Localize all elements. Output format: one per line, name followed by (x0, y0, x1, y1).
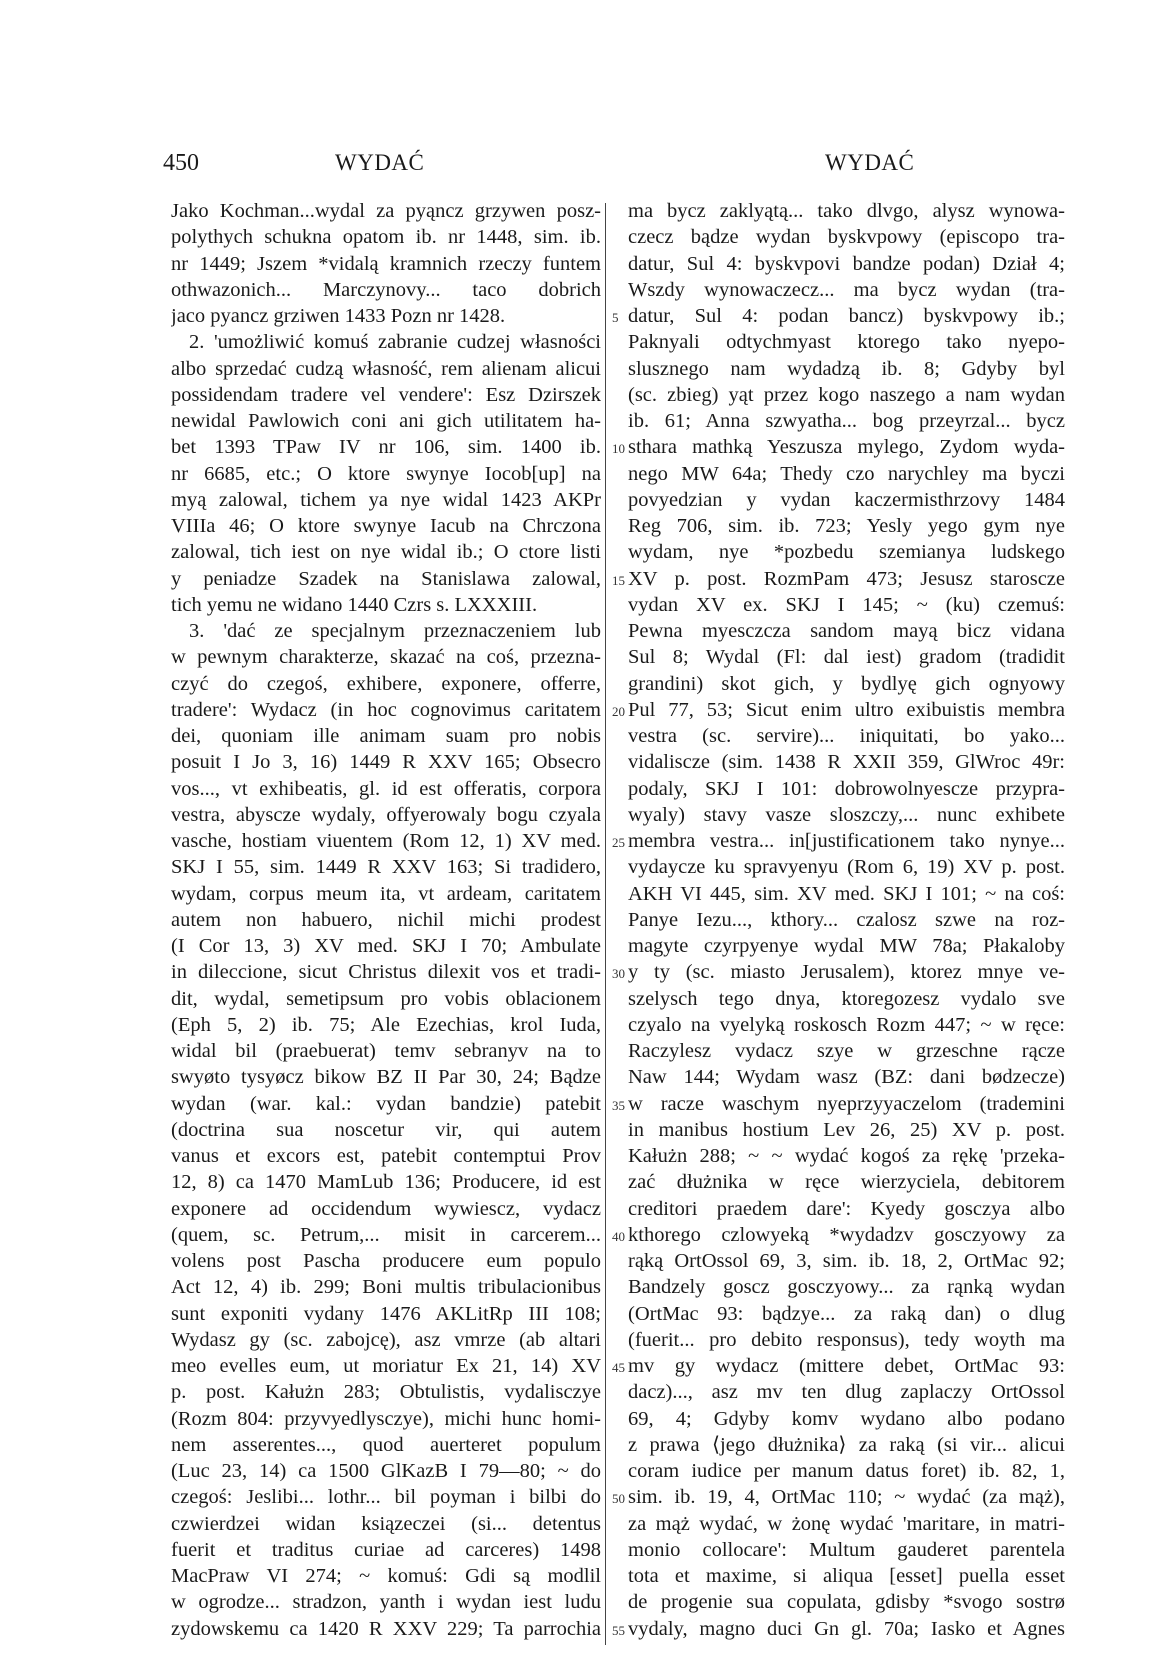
text-line: kthorego czlowyeką *wydadzv gosczyowy za (628, 1223, 1065, 1246)
text-line: zać dłużnika w ręce wierzyciela, debitorem (628, 1171, 1065, 1194)
line-number: 40 (612, 1228, 625, 1244)
text-line: wydam, nye *pozbedu szemianya ludskego (628, 541, 1065, 564)
text-line: VIIIa 46; O ktore swynye Iacub na Chrczona (171, 515, 601, 537)
line-number: 55 (612, 1622, 625, 1638)
text-line: ma bycz zaklyątą... tako dlvgo, alysz wynowa- (628, 200, 1065, 222)
text-line: ib. 61; Anna szwyatha... bog przeyrzal... bycz (628, 410, 1065, 432)
line-number: 20 (612, 703, 625, 719)
column-divider (605, 203, 606, 1645)
text-line: sim. ib. 19, 4, OrtMac 110; ~ wydać (za mąż), (628, 1486, 1065, 1509)
text-line: vestra (sc. servire)... iniquitati, bo yako... (628, 725, 1065, 747)
text-line: Bandzely goscz gosczyowy... za rąnką wydan (628, 1276, 1065, 1299)
text-line: dei, quoniam ille animam suam pro nobis (171, 725, 601, 747)
text-line: (I Cor 13, 3) XV med. SKJ I 70; Ambulate (171, 935, 601, 957)
text-line: vos..., vt exhibeatis, gl. id est offeratis, corpora (171, 777, 601, 800)
text-line: Act 12, 4) ib. 299; Boni multis tribulacionibus (171, 1276, 601, 1299)
text-line: nr 1449; Jszem *vidalą kramnich rzeczy funtem (171, 252, 601, 275)
text-line: autem non habuero, nichil michi prodest (171, 908, 601, 931)
text-line: Jako Kochman...wydal za pyąncz grzywen posz- (171, 200, 601, 222)
text-line: in dileccione, sicut Christus dilexit vos et tradi- (171, 961, 601, 984)
text-line: vydaycze ku spravyenyu (Rom 6, 19) XV p. post. (628, 856, 1065, 879)
text-line: y peniadze Szadek na Stanislawa zalowal, (171, 567, 601, 590)
text-line: 69, 4; Gdyby komv wydano albo podano (628, 1407, 1065, 1430)
text-line: 3. 'dać ze specjalnym przeznaczeniem lub (189, 620, 601, 642)
text-line: XV p. post. RozmPam 473; Jesusz staroscze (628, 567, 1065, 590)
text-line: exponere ad occidendum wywiescz, vydacz (171, 1197, 601, 1220)
text-line: Wydasz gy (sc. zabojcę), asz vmrze (ab altari (171, 1328, 601, 1351)
text-line: tota et maxime, si aliqua [esset] puella esset (628, 1565, 1065, 1587)
text-line: Pewna myesczcza sandom mayą bicz vidana (628, 620, 1065, 642)
text-line: zydowskemu ca 1420 R XXV 229; Ta parrochia (171, 1617, 601, 1640)
text-line: widal bil (praebuerat) temv sebranyv na to (171, 1040, 601, 1062)
text-line: jaco pyancz grziwen 1433 Pozn nr 1428. (171, 305, 506, 327)
text-line: monio collocare': Multum gauderet parentela (628, 1538, 1065, 1561)
text-line: p. post. Kałużn 283; Obtulistis, vydalisczye (171, 1381, 601, 1404)
text-line: magyte czyrpyenye wydal MW 78a; Płakaloby (628, 935, 1065, 957)
text-line: Panye Iezu..., kthory... czalosz szwe na roz- (628, 908, 1065, 931)
text-line: czecz bądze wydan byskvpowy (episcopo tra- (628, 226, 1065, 249)
text-line: tradere': Wydacz (in hoc cognovimus caritatem (171, 698, 601, 721)
line-number: 50 (612, 1491, 625, 1507)
text-line: membra vestra... in[justificationem tako nynye... (628, 830, 1065, 852)
text-line: MacPraw VI 274; ~ komuś: Gdi są modlil (171, 1565, 601, 1587)
text-line: in manibus hostium Lev 26, 25) XV p. post. (628, 1118, 1065, 1141)
running-head-right: WYDAĆ (825, 150, 915, 175)
text-line: Raczylesz vydacz szye w grzeschne rącze (628, 1040, 1065, 1062)
text-line: za mąż wydać, w żonę wydać 'maritare, in matri- (628, 1512, 1065, 1535)
text-line: czyalo na vyelyką roskosch Rozm 447; ~ w ręce: (628, 1013, 1065, 1036)
text-line: sunt exponiti vydany 1476 AKLitRp III 108; (171, 1302, 601, 1325)
text-line: tich yemu ne widano 1440 Czrs s. LXXXIII. (171, 593, 538, 616)
text-line: SKJ I 55, sim. 1449 R XXV 163; Si tradidero, (171, 856, 601, 879)
text-line: vanus et excors est, patebit contemptui Prov (171, 1145, 601, 1167)
text-line: posuit I Jo 3, 16) 1449 R XXV 165; Obsecro (171, 751, 601, 774)
text-line: (quem, sc. Petrum,... misit in carcerem... (171, 1223, 601, 1246)
text-line: (Rozm 804: przyvyedlysczye), michi hunc homi- (171, 1407, 601, 1430)
text-line: possidendam tradere vel vendere': Esz Dzirszek (171, 383, 601, 406)
text-line: vydan XV ex. SKJ I 145; ~ (ku) czemuś: (628, 593, 1065, 616)
line-number: 15 (612, 572, 625, 588)
line-number: 25 (612, 835, 625, 850)
text-line: polythych schukna opatom ib. nr 1448, sim. ib. (171, 226, 601, 249)
text-line: y ty (sc. miasto Jerusalem), ktorez mnye ve- (628, 961, 1065, 984)
text-line: myą zalowal, tichem ya nye widal 1423 AKPr (171, 488, 601, 511)
text-line: mv gy wydacz (mittere debet, OrtMac 93: (628, 1355, 1065, 1377)
text-line: rąką OrtOssol 69, 3, sim. ib. 18, 2, OrtMac 92; (628, 1250, 1065, 1272)
text-line: wydam, corpus meum ita, vt ardeam, caritatem (171, 882, 601, 905)
text-line: czwierdzei widan ksiązeczei (si... detentus (171, 1512, 601, 1535)
line-number: 35 (612, 1097, 625, 1113)
text-line: Naw 144; Wydam wasz (BZ: dani bødzecze) (628, 1066, 1065, 1089)
line-number: 10 (612, 441, 625, 457)
text-line: creditori praedem dare': Kyedy gosczya albo (628, 1197, 1065, 1220)
text-line: AKH VI 445, sim. XV med. SKJ I 101; ~ na coś: (628, 882, 1065, 905)
text-line: sthara mathką Yeszusza mylego, Zydom wyda- (628, 436, 1065, 459)
text-line: Paknyali odtychmyast ktorego tako nyepo- (628, 331, 1065, 354)
page-number: 450 (163, 150, 199, 176)
text-line: othwazonich... Marczynovy... taco dobrich (171, 278, 601, 301)
text-line: wydan (war. kal.: vydan bandzie) patebit (171, 1092, 601, 1115)
text-line: slusznego nam wydadzą ib. 8; Gdyby byl (628, 357, 1065, 380)
text-line: dacz)..., asz mv ten dlug zaplaczy OrtOssol (628, 1381, 1065, 1404)
line-number: 30 (612, 966, 625, 982)
text-line: swyøto tysyøcz bikow BZ II Par 30, 24; Bądze (171, 1066, 601, 1089)
running-head-left: WYDAĆ (335, 150, 425, 175)
text-line: (doctrina sua noscetur vir, qui autem (171, 1118, 601, 1141)
text-line: (fuerit... pro debito responsus), tedy woyth ma (628, 1328, 1065, 1351)
text-line: nem asserentes..., quod auerteret populum (171, 1433, 601, 1456)
text-line: vestra, abyscze wydaly, offyerowaly bogu czyala (171, 803, 601, 826)
text-line: (Eph 5, 2) ib. 75; Ale Ezechias, krol Iuda, (171, 1013, 601, 1036)
text-line: wyaly) stavy vasze sloszczy,... nunc exhibete (628, 803, 1065, 826)
text-line: dit, wydal, semetipsum pro vobis oblacionem (171, 987, 601, 1010)
text-line: 2. 'umożliwić komuś zabranie cudzej własności (189, 331, 601, 354)
text-line: de progenie sua copulata, gdisby *svogo sostrø (628, 1591, 1065, 1614)
text-line: nr 6685, etc.; O ktore swynye Iocob[up] na (171, 462, 601, 485)
text-line: (Luc 23, 14) ca 1500 GlKazB I 79—80; ~ do (171, 1460, 601, 1482)
text-line: 12, 8) ca 1470 MamLub 136; Producere, id est (171, 1171, 601, 1194)
text-line: bet 1393 TPaw IV nr 106, sim. 1400 ib. (171, 436, 601, 459)
right-column (628, 198, 1065, 1642)
text-line: (OrtMac 93: bądzye... za raką dan) o dlug (628, 1302, 1065, 1325)
text-line: Sul 8; Wydal (Fl: dal iest) gradom (tradidit (628, 646, 1065, 669)
text-line: nego MW 64a; Thedy czo narychley ma byczi (628, 462, 1065, 485)
text-line: Pul 77, 53; Sicut enim ultro exibuistis membra (628, 698, 1065, 721)
text-line: fuerit et traditus curiae ad carceres) 1498 (171, 1538, 601, 1561)
text-line: w pewnym charakterze, skazać na coś, przezna- (171, 646, 601, 669)
left-column (171, 198, 601, 1642)
text-line: zalowal, tich iest on nye widal ib.; O ctore listi (171, 541, 601, 564)
text-line: szelysch tego dnya, ktoregozesz vydalo sve (628, 987, 1065, 1010)
text-line: czyć do czegoś, exhibere, exponere, offerre, (171, 672, 601, 695)
text-line: meo evelles eum, ut moriatur Ex 21, 14) XV (171, 1355, 601, 1377)
text-line: (sc. zbieg) yąt przez kogo naszego a nam wydan (628, 383, 1065, 406)
text-line: grandini) skot gich, y bydlyę gich ognyowy (628, 672, 1065, 695)
text-line: Wszdy wynowaczecz... ma bycz wydan (tra- (628, 278, 1065, 301)
line-number: 5 (612, 310, 619, 325)
text-line: vidaliscze (sim. 1438 R XXII 359, GlWroc 49r: (628, 751, 1065, 774)
text-line: datur, Sul 4: byskvpovi bandze podan) Dział 4; (628, 252, 1065, 275)
text-line: w racze waschym nyeprzyyaczelom (trademini (628, 1092, 1065, 1115)
text-line: newidal Pawlowich coni ani gich utilitatem ha- (171, 410, 601, 432)
text-line: vasche, hostiam viuentem (Rom 12, 1) XV med. (171, 830, 601, 852)
text-line: coram iudice per manum datus foret) ib. 82, 1, (628, 1460, 1065, 1482)
text-line: datur, Sul 4: podan bancz) byskvpowy ib.; (628, 305, 1065, 327)
text-line: albo sprzedać cudzą własność, rem alienam alicui (171, 357, 601, 380)
text-line: Kałużn 288; ~ ~ wydać kogoś za rękę 'przeka- (628, 1145, 1065, 1167)
text-line: czegoś: Jeslibi... lothr... bil poyman i bilbi do (171, 1486, 601, 1509)
text-line: z prawa ⟨jego dłużnika⟩ za raką (si vir... alicui (628, 1433, 1065, 1456)
line-number: 45 (612, 1360, 625, 1375)
text-line: volens post Pascha producere eum populo (171, 1250, 601, 1272)
text-line: vydaly, magno duci Gn gl. 70a; Iasko et Agnes (628, 1617, 1065, 1640)
text-line: podaly, SKJ I 101: dobrowolnyescze przypra- (628, 777, 1065, 800)
text-line: povyedzian y vydan kaczermisthrzovy 1484 (628, 488, 1065, 511)
text-line: w ogrodze... stradzon, yanth i wydan iest ludu (171, 1591, 601, 1614)
text-line: Reg 706, sim. ib. 723; Yesly yego gym nye (628, 515, 1065, 537)
